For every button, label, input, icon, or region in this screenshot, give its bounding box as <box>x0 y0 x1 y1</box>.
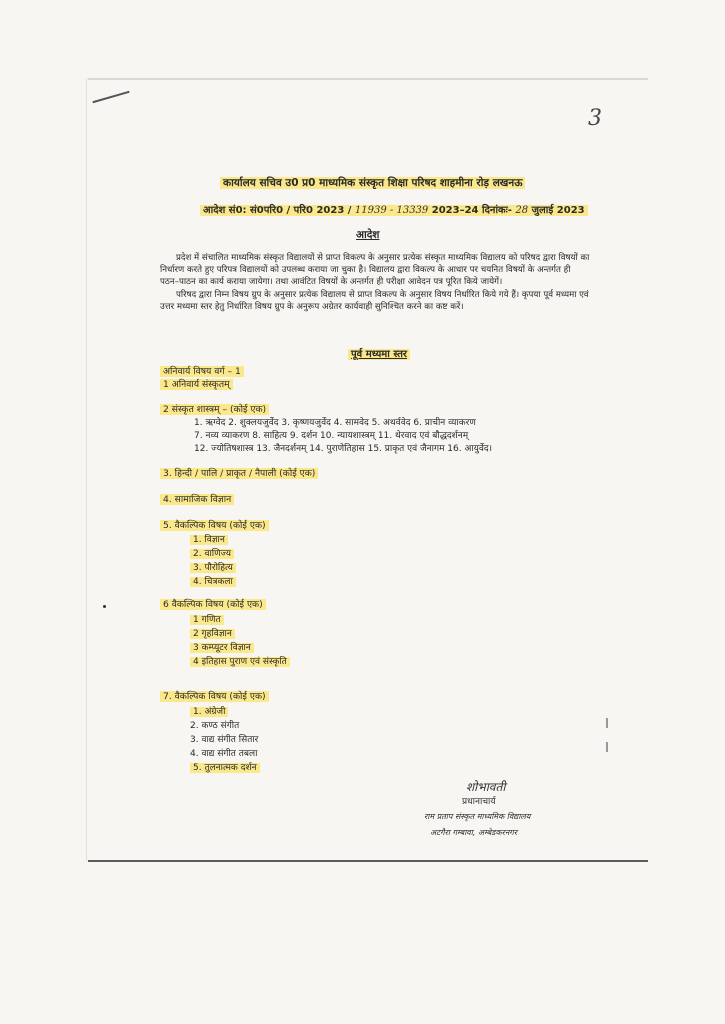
margin-tick <box>606 742 608 752</box>
group-1-item: 1 अनिवार्य संस्कृतम् <box>160 377 233 390</box>
group-2-line: 12. ज्योतिषशास्त्र 13. जैनदर्शनम् 14. पुराणेतिहास 15. प्राकृत एवं जैनागम 16. आयुर्वेद। <box>194 444 493 454</box>
group-5-item: 2. वाणिज्य <box>190 546 234 559</box>
group-7-item: 1. अंग्रेजी <box>190 704 228 717</box>
order-title: आदेश <box>356 229 380 241</box>
group-6-item: 1 गणित <box>190 612 224 625</box>
paragraph-2: परिषद द्वारा निम्न विषय ग्रुप के अनुसार प्रत्येक विद्यालय से प्राप्त विकल्प के अनुसार विषय निर्धारित किये गये हैं। कृपया पूर्व मध्यमा एवं उत्तर मध्यमा स्तर हेतु निर्धारित विषय ग्रुप के अनुरूप अग्रेतर कार्यवाही सुनिश्चित करने का कष्ट करें। <box>160 289 589 312</box>
group-7-item: 2. कण्ठ संगीत <box>190 721 240 731</box>
group-6-item: 4 इतिहास पुराण एवं संस्कृति <box>190 654 290 667</box>
group-7-heading: 7. वैकल्पिक विषय (कोई एक) <box>160 689 269 702</box>
scan-edge-left <box>86 78 87 861</box>
paragraph-1: प्रदेश में संचालित माध्यमिक संस्कृत विद्यालयों से प्राप्त विकल्प के अनुसार प्रत्येक संस्कृत माध्यमिक विद्यालय को परिषद द्वारा विषयों का निर्धारण करते हुए परिपत्र विद्यालयों को उपलब्ध कराया जा चुका है। विद्यालय द्वारा विकल्प के आधार पर चयनित विषयों के अन्तर्गत ही पठन–पाठन का कार्य कराया जायेगा। तथा आवंटित विषयों के अन्तर्गत ही परीक्षा आवेदन पत्र पूरित किये जायेगें। <box>160 253 590 288</box>
order-body <box>160 252 592 313</box>
group-2-line: 7. नव्य व्याकरण 8. साहित्य 9. दर्शन 10. न्यायशास्त्रम् 11. थेरवाद एवं बौद्धदर्शनम् <box>194 431 469 441</box>
school-address: अटगैरा गम्बावा, अम्बेडकरनगर <box>430 828 518 837</box>
group-5-item: 4. चित्रकला <box>190 574 236 587</box>
group-7-item: 3. वाद्य संगीत सितार <box>190 735 259 745</box>
handwritten-order-number: 11939 - 13339 <box>354 205 429 216</box>
group-2-line: 1. ऋग्वेद 2. शुक्लयजुर्वेद 3. कृष्णयजुर्वेद 4. सामवेद 5. अथर्ववेद 6. प्राचीन व्याकरण <box>194 418 476 428</box>
group-5-item: 3. पौरोहित्य <box>190 560 236 573</box>
group-6-item: 3 कम्प्यूटर विज्ञान <box>190 640 254 653</box>
group-3-heading: 3. हिन्दी / पालि / प्राकृत / नैपाली (कोई एक) <box>160 466 318 479</box>
scan-edge-top <box>88 78 648 80</box>
group-5-heading: 5. वैकल्पिक विषय (कोई एक) <box>160 518 269 531</box>
group-7-item: 4. वाद्य संगीत तबला <box>190 749 258 759</box>
handwritten-date: 28 <box>515 205 529 216</box>
signature: शोभावती <box>466 780 506 794</box>
corner-pen-mark <box>92 91 129 103</box>
school-stamp: राम प्रताप संस्कृत माध्यमिक विद्यालय <box>424 812 531 821</box>
group-7-item: 5. तुलनात्मक दर्शन <box>190 760 260 773</box>
group-6-item: 2 गृहविज्ञान <box>190 626 235 639</box>
group-1-heading: अनिवार्य विषय वर्ग – 1 <box>160 364 244 377</box>
order-number: आदेश सं0: सं0परि0 / परि0 2023 / 11939 - 13339 2023–24 दिनांकः- 28 जुलाई 2023 <box>200 202 588 216</box>
margin-dot <box>103 605 106 608</box>
section-heading: पूर्व मध्यमा स्तर <box>348 346 410 360</box>
group-4-heading: 4. सामाजिक विज्ञान <box>160 492 234 505</box>
scan-edge-bottom <box>88 860 648 862</box>
page-number: 3 <box>588 106 602 131</box>
group-6-heading: 6 वैकल्पिक विषय (कोई एक) <box>160 597 266 610</box>
group-2-heading: 2 संस्कृत शास्त्रम् – (कोई एक) <box>160 402 269 415</box>
group-5-item: 1. विज्ञान <box>190 532 228 545</box>
signature-title: प्रधानाचार्य <box>462 797 496 807</box>
office-header: कार्यालय सचिव उ0 प्र0 माध्यमिक संस्कृत शिक्षा परिषद शाहमीना रोड़ लखनऊ <box>220 176 525 190</box>
margin-tick <box>606 718 608 728</box>
